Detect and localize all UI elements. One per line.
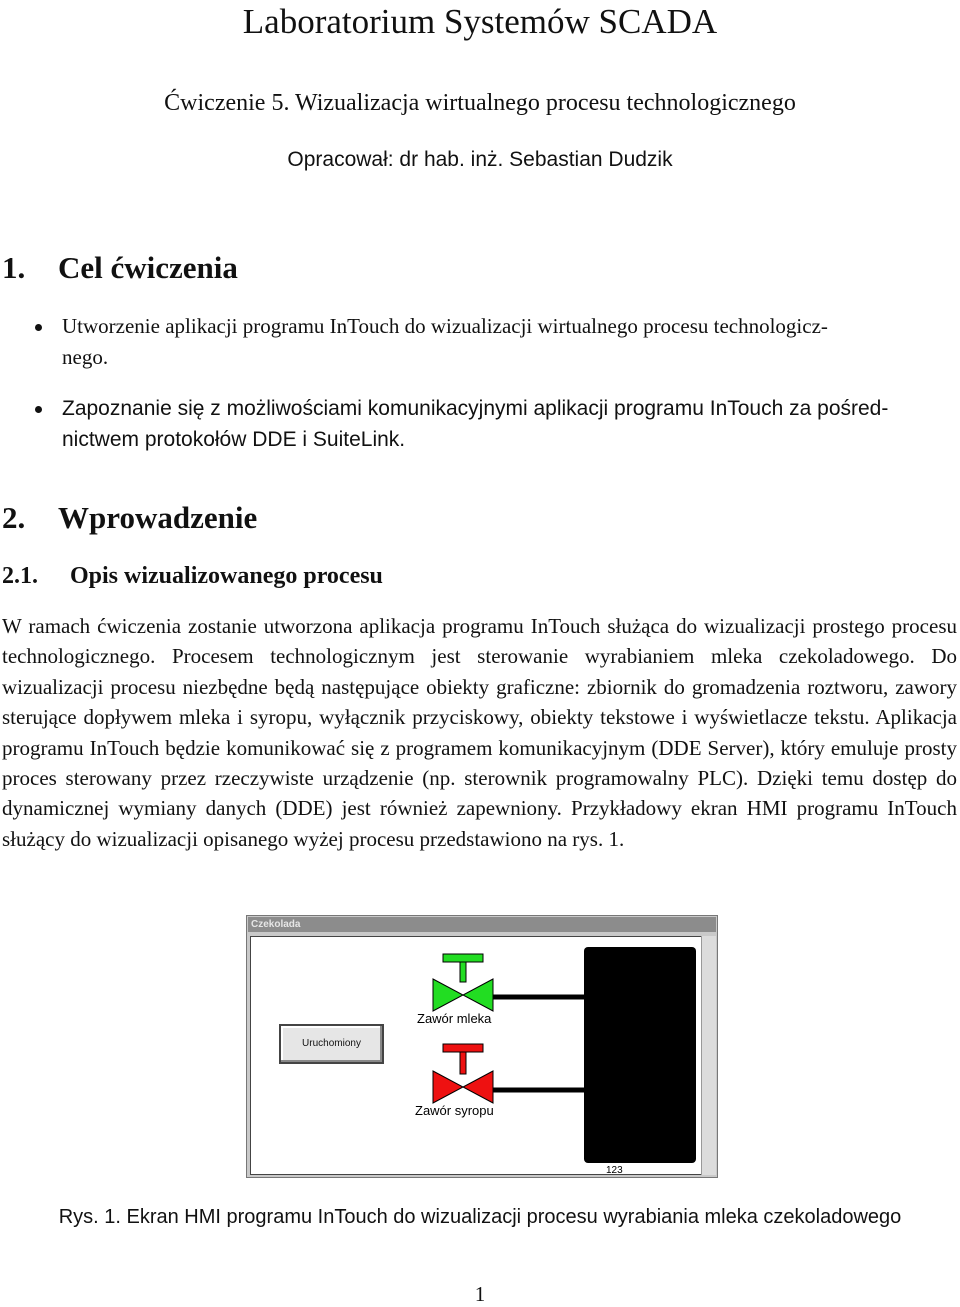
author-line: Opracował: dr hab. inż. Sebastian Dudzik <box>287 148 673 171</box>
bullet-icon <box>35 406 42 413</box>
bullet-item <box>38 311 958 373</box>
bullet-line: nictwem protokołów DDE i SuiteLink. <box>62 428 406 451</box>
bullet-line: Zapoznanie się z możliwościami komunikacyjnymi aplikacji programu InTouch za pośred- <box>62 397 889 420</box>
run-button[interactable]: Uruchomiony <box>279 1024 384 1064</box>
section-number: 2. <box>2 500 26 535</box>
page-number: 1 <box>474 1282 486 1306</box>
tank-level-display: 123 <box>606 1165 623 1176</box>
section-title: Cel ćwiczenia <box>58 250 238 285</box>
tank <box>584 947 696 1163</box>
subsection-number: 2.1. <box>2 563 38 589</box>
subsection-heading <box>2 563 383 590</box>
hmi-window-title: Czekolada <box>248 917 716 932</box>
syrup-valve-label: Zawór syropu <box>415 1103 494 1118</box>
hmi-window <box>246 915 718 1178</box>
bullet-item <box>38 393 958 455</box>
subsection-title: Opis wizualizowanego procesu <box>70 563 383 589</box>
section-number: 1. <box>2 250 26 285</box>
bullet-line: nego. <box>62 345 109 369</box>
section-title: Wprowadzenie <box>58 500 258 535</box>
figure-caption: Rys. 1. Ekran HMI programu InTouch do wizualizacji procesu wyrabiania mleka czekoladowego <box>58 1206 902 1228</box>
bullet-icon <box>35 324 42 331</box>
bullet-line: Utworzenie aplikacji programu InTouch do wizualizacji wirtualnego procesu technologicz- <box>62 314 828 338</box>
milk-valve-icon <box>433 954 493 1011</box>
section-1-heading <box>2 250 238 286</box>
syrup-valve-icon <box>433 1044 493 1103</box>
exercise-subtitle: Ćwiczenie 5. Wizualizacja wirtualnego procesu technologicznego <box>164 90 796 116</box>
hmi-screen <box>250 936 703 1175</box>
document-title: Laboratorium Systemów SCADA <box>242 2 718 41</box>
section-2-heading <box>2 500 257 536</box>
body-paragraph: W ramach ćwiczenia zostanie utworzona aplikacja programu InTouch służąca do wizualizacji prostego procesu technologicznego. Procesem technologicznym jest sterowanie wyrabianiem mleka czekoladowego. Do wizualizacji procesu niezbędne będą następujące obiekty graficzne: zbiornik do gromadzenia roztworu, zawory sterujące dopływem mleka i syropu, wyłącznik przyciskowy, obiekty tekstowe i wyświetlacze tekstu. Aplikacja programu InTouch będzie komunikować się z programem komunikacyjnym (DDE Server), który emuluje prosty proces sterowany przez rzeczywiste urządzenie (np. sterownik programowalny PLC). Dzięki temu dostęp do dynamicznej wymiany danych (DDE) jest również zapewniony. Przykładowy ekran HMI programu InTouch służący do wizualizacji opisanego wyżej procesu przedstawiono na rys. 1. <box>2 614 957 851</box>
milk-valve-label: Zawór mleka <box>417 1011 492 1026</box>
hmi-scrollbar[interactable] <box>701 936 716 1175</box>
